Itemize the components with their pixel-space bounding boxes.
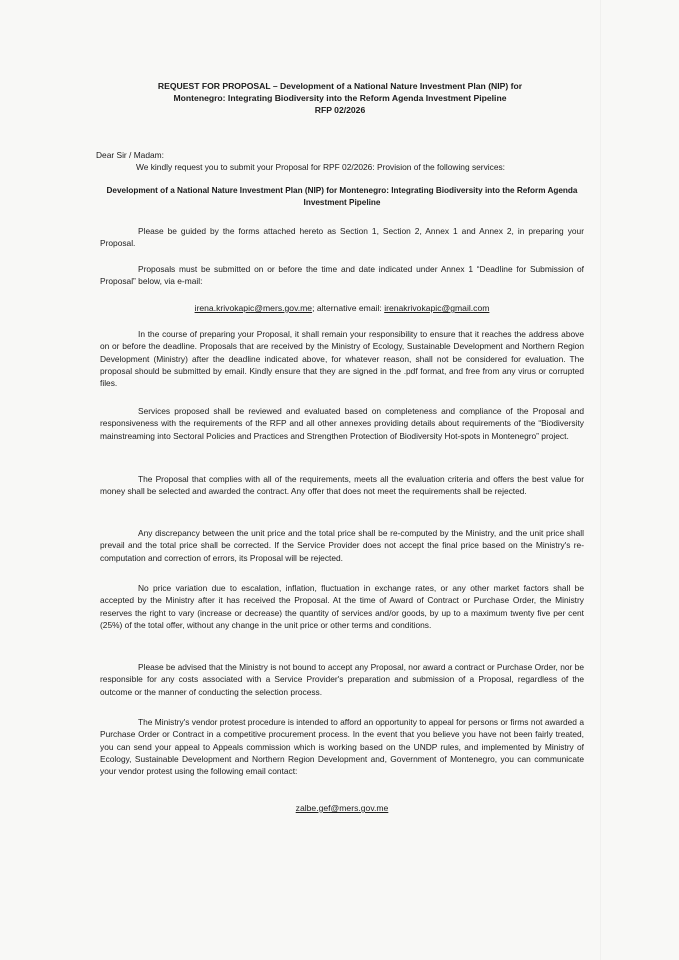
paragraph-price-variation: No price variation due to escalation, inflation, fluctuation in exchange rates, or any other market factors shall be accepted by the Ministry after it has received the Proposal. At the time of Award of Contract or Purchase Order, the Ministry reserves the right to vary (increase or decrease) the quantity of services and/or goods, by up to a maximum twenty five per cent (25%) of the total offer, without any change in the unit price or other terms and conditions. (100, 583, 584, 630)
primary-email-link[interactable]: irena.krivokapic@mers.gov.me (194, 303, 313, 313)
email-separator: ; alternative email: (312, 303, 385, 313)
paragraph-discrepancy: Any discrepancy between the unit price and the total price shall be re-computed by the Ministry, and the unit price shall prevail and the total price shall be corrected. If the Service Provider does not accept the final price based on the Ministry's re-computation and correction of errors, its Proposal will be rejected. (100, 528, 584, 563)
paragraph-vendor-protest: The Ministry's vendor protest procedure is intended to afford an opportunity to appeal for persons or firms not awarded a Purchase Order or Contract in a competitive procurement process. In the event that you believe you have not been fairly treated, you can send your appeal to Appeals commission which is working based on the UNDP rules, and implemented by Ministry of Ecology, Sustainable Development and Northern Region Development and, Government of Montenegro, you can communicate your vendor protest using the following email contact: (100, 717, 584, 777)
paragraph-no-obligation: Please be advised that the Ministry is not bound to accept any Proposal, nor award a contract or Purchase Order, nor be responsible for any costs associated with a Service Provider's preparation and submission of a Proposal, regardless of the outcome or the manner of conducting the selection process. (100, 662, 584, 697)
services-title: Development of a National Nature Investment Plan (NIP) for Montenegro: Integrating Biodiversity into the Reform Agenda Investment Pipeline (106, 186, 578, 207)
page-crease (600, 0, 601, 960)
protest-email-link[interactable]: zalbe.gef@mers.gov.me (295, 803, 389, 813)
paragraph-responsibility: In the course of preparing your Proposal, it shall remain your responsibility to ensure that it reaches the address above on or before the deadline. Proposals that are received by the Ministry of Ecology, Sustainable Development and Northern Region Development (Ministry) after the deadline indicated above, for whatever reason, shall not be considered for evaluation. The proposal should be submitted by email. Kindly ensure that they are signed in the .pdf format, and free from any virus or corrupted files. (100, 329, 584, 389)
paragraph-forms: Please be guided by the forms attached hereto as Section 1, Section 2, Annex 1 and Annex 2, in preparing your Proposal. (100, 226, 584, 249)
paragraph-evaluation: Services proposed shall be reviewed and evaluated based on completeness and compliance of the Proposal and responsiveness with the requirements of the RFP and all other annexes providing details about requirements of the “Biodiversity mainstreaming into Sectoral Policies and Practices and Strengthen Protection of Biodiversity Hot-spots in Montenegro” project. (100, 406, 584, 441)
request-line: We kindly request you to submit your Proposal for RPF 02/2026: Provision of the following services: (136, 162, 505, 172)
title-rfp-number: RFP 02/2026 (314, 105, 366, 115)
salutation: Dear Sir / Madam: (96, 150, 164, 160)
title-line-2: Montenegro: Integrating Biodiversity into the Reform Agenda Investment Pipeline (173, 93, 507, 103)
submission-email-line (100, 303, 584, 313)
paragraph-award: The Proposal that complies with all of the requirements, meets all the evaluation criteria and offers the best value for money shall be selected and awarded the contract. Any offer that does not meet the requirements shall be rejected. (100, 474, 584, 497)
title-line-1: REQUEST FOR PROPOSAL – Development of a National Nature Investment Plan (NIP) for (157, 81, 523, 91)
document-title (120, 80, 560, 116)
paragraph-submission: Proposals must be submitted on or before the time and date indicated under Annex 1 “Deadline for Submission of Proposal” below, via e-mail: (100, 264, 584, 287)
alternative-email-link[interactable]: irenakrivokapic@gmail.com (384, 303, 490, 313)
